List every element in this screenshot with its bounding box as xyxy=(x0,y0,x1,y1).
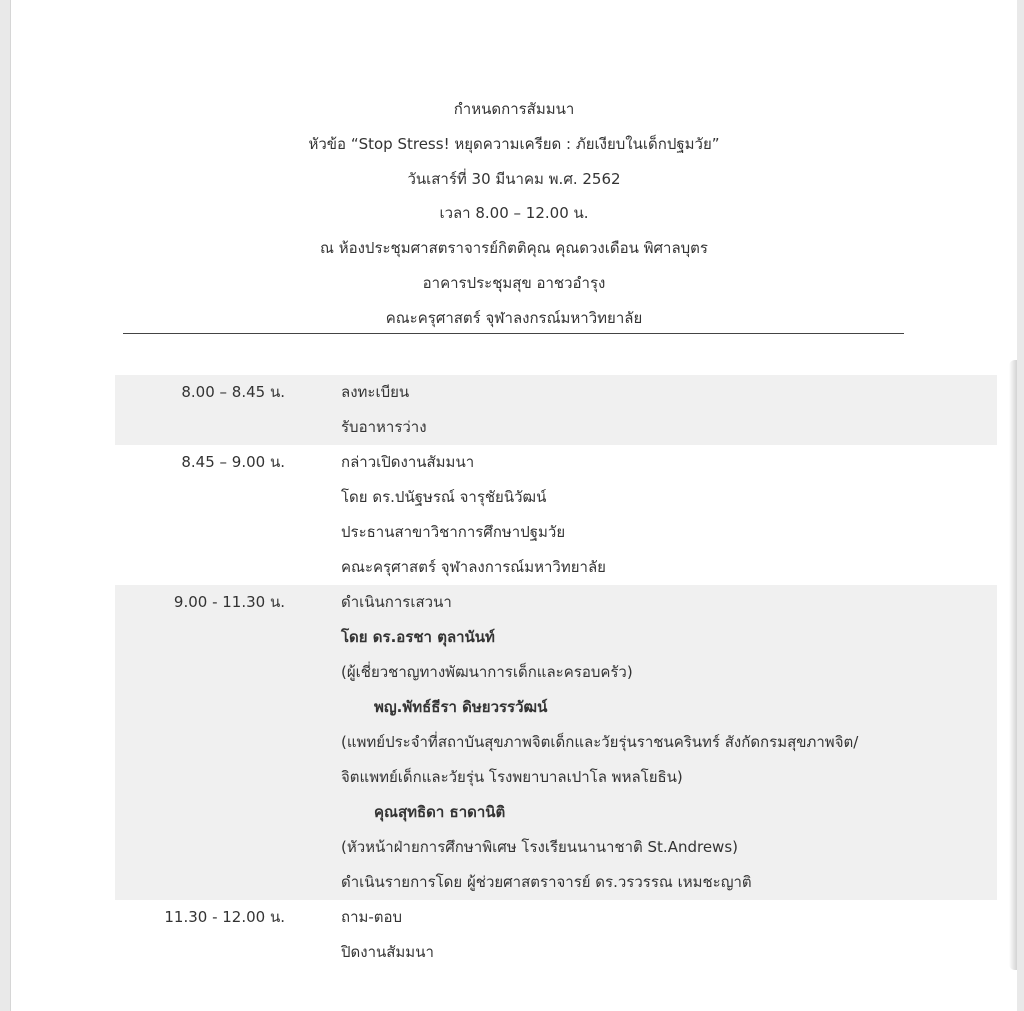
header-topic: หัวข้อ “Stop Stress! หยุดความเครียด : ภัยเงียบในเด็กปฐมวัย” xyxy=(308,134,720,153)
schedule-item: โดย ดร.ปนัฐษรณ์ จารุชัยนิวัฒน์ xyxy=(341,488,547,506)
schedule-time: 8.00 – 8.45 น. xyxy=(181,383,285,401)
schedule-item: ปิดงานสัมมนา xyxy=(341,943,434,961)
scroll-edge[interactable] xyxy=(1009,360,1017,970)
schedule-item: ลงทะเบียน xyxy=(341,383,410,401)
seminar-header xyxy=(11,92,1017,336)
header-time: เวลา 8.00 – 12.00 น. xyxy=(439,204,589,223)
schedule-item: รับอาหารว่าง xyxy=(341,418,427,436)
speaker-name: โดย ดร.อรชา ตุลานันท์ xyxy=(341,628,495,646)
speaker-name: คุณสุทธิดา ธาดานิติ xyxy=(374,803,506,821)
moderator: ดำเนินรายการโดย ผู้ช่วยศาสตราจารย์ ดร.วรวรรณ เหมชะญาติ xyxy=(341,873,752,891)
header-building: อาคารประชุมสุข อาชวอำรุง xyxy=(422,273,606,292)
schedule-row xyxy=(115,585,997,900)
schedule-time: 11.30 - 12.00 น. xyxy=(164,908,285,926)
schedule-row xyxy=(115,375,997,445)
speaker-title: (แพทย์ประจำที่สถาบันสุขภาพจิตเด็กและวัยรุ่นราชนครินทร์ สังกัดกรมสุขภาพจิต/ xyxy=(341,733,859,751)
schedule-item: กล่าวเปิดงานสัมมนา xyxy=(341,453,475,471)
header-room: ณ ห้องประชุมศาสตราจารย์กิตติคุณ คุณดวงเดือน พิศาลบุตร xyxy=(320,239,708,258)
schedule-row xyxy=(115,900,997,970)
schedule-row xyxy=(115,445,997,585)
speaker-title: (หัวหน้าฝ่ายการศึกษาพิเศษ โรงเรียนนานาชาติ St.Andrews) xyxy=(341,838,738,856)
header-title: กำหนดการสัมมนา xyxy=(453,100,575,118)
header-date: วันเสาร์ที่ 30 มีนาคม พ.ศ. 2562 xyxy=(407,169,621,188)
schedule-table xyxy=(115,375,997,970)
speaker-name: พญ.พัทธ์ธีรา ดิษยวรรวัฒน์ xyxy=(374,698,548,716)
speaker-title: (ผู้เชี่ยวชาญทางพัฒนาการเด็กและครอบครัว) xyxy=(341,663,633,681)
header-faculty: คณะครุศาสตร์ จุฬาลงกรณ์มหาวิทยาลัย xyxy=(385,308,643,327)
schedule-item: ดำเนินการเสวนา xyxy=(341,593,452,611)
schedule-item: ถาม-ตอบ xyxy=(341,908,403,926)
speaker-title: จิตแพทย์เด็กและวัยรุ่น โรงพยาบาลเปาโล พหลโยธิน) xyxy=(341,768,683,786)
schedule-time: 8.45 – 9.00 น. xyxy=(181,453,285,471)
schedule-item: ประธานสาขาวิชาการศึกษาปฐมวัย xyxy=(341,523,566,541)
schedule-item: คณะครุศาสตร์ จุฬาลงการณ์มหาวิทยาลัย xyxy=(341,558,606,576)
schedule-time: 9.00 - 11.30 น. xyxy=(173,593,285,611)
header-divider xyxy=(123,333,904,334)
document-page xyxy=(10,0,1017,1011)
